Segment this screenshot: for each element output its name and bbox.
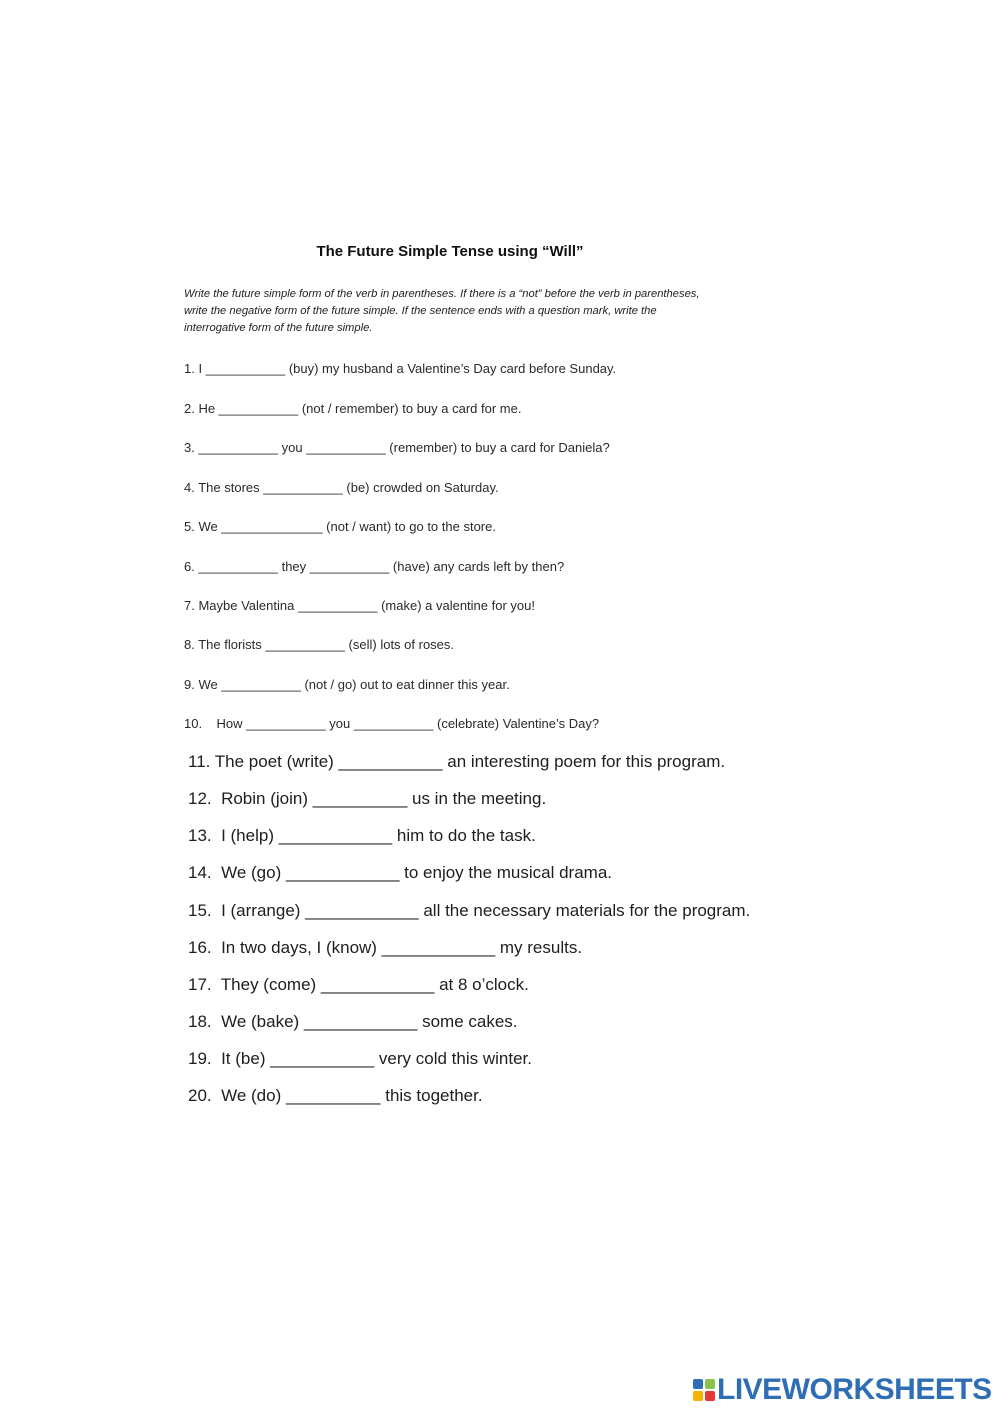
instructions: Write the future simple form of the verb in parentheses. If there is a “not” before the verb in parentheses, write the negative form of the future simple. If the sentence ends with a question mark, write the interrogative form of the future simple. [184,288,700,334]
question-12: 12. Robin (join) __________ us in the meeting. [188,789,547,808]
question-17: 17. They (come) ____________ at 8 o’clock. [188,975,529,994]
question-18: 18. We (bake) ____________ some cakes. [188,1012,518,1031]
logo-square-icon [693,1391,703,1401]
logo-text: LIVEWORKSHEETS [717,1373,992,1406]
logo-squares-icon [693,1379,715,1401]
question-10: 10. How ___________ you ___________ (celebrate) Valentine’s Day? [184,716,600,731]
question-9: 9. We ___________ (not / go) out to eat dinner this year. [184,677,510,692]
question-3: 3. ___________ you ___________ (remember) to buy a card for Daniela? [184,440,610,455]
liveworksheets-logo [693,1372,992,1408]
question-19: 19. It (be) ___________ very cold this winter. [188,1049,532,1068]
question-15: 15. I (arrange) ____________ all the necessary materials for the program. [188,901,751,920]
question-5: 5. We ______________ (not / want) to go to the store. [184,519,496,534]
question-16: 16. In two days, I (know) ____________ my results. [188,938,583,957]
logo-square-icon [705,1391,715,1401]
question-8: 8. The florists ___________ (sell) lots of roses. [184,637,455,652]
question-11: 11. The poet (write) ___________ an interesting poem for this program. [188,752,726,771]
question-6: 6. ___________ they ___________ (have) any cards left by then? [184,559,565,574]
question-7: 7. Maybe Valentina ___________ (make) a valentine for you! [184,598,535,613]
question-20: 20. We (do) __________ this together. [188,1086,483,1105]
question-4: 4. The stores ___________ (be) crowded on Saturday. [184,480,499,495]
question-1: 1. I ___________ (buy) my husband a Valentine’s Day card before Sunday. [184,361,617,376]
question-13: 13. I (help) ____________ him to do the task. [188,826,536,845]
worksheet-title: The Future Simple Tense using “Will” [316,243,584,260]
question-2: 2. He ___________ (not / remember) to buy a card for me. [184,401,522,416]
logo-square-icon [693,1379,703,1389]
logo-square-icon [705,1379,715,1389]
question-14: 14. We (go) ____________ to enjoy the musical drama. [188,863,613,882]
